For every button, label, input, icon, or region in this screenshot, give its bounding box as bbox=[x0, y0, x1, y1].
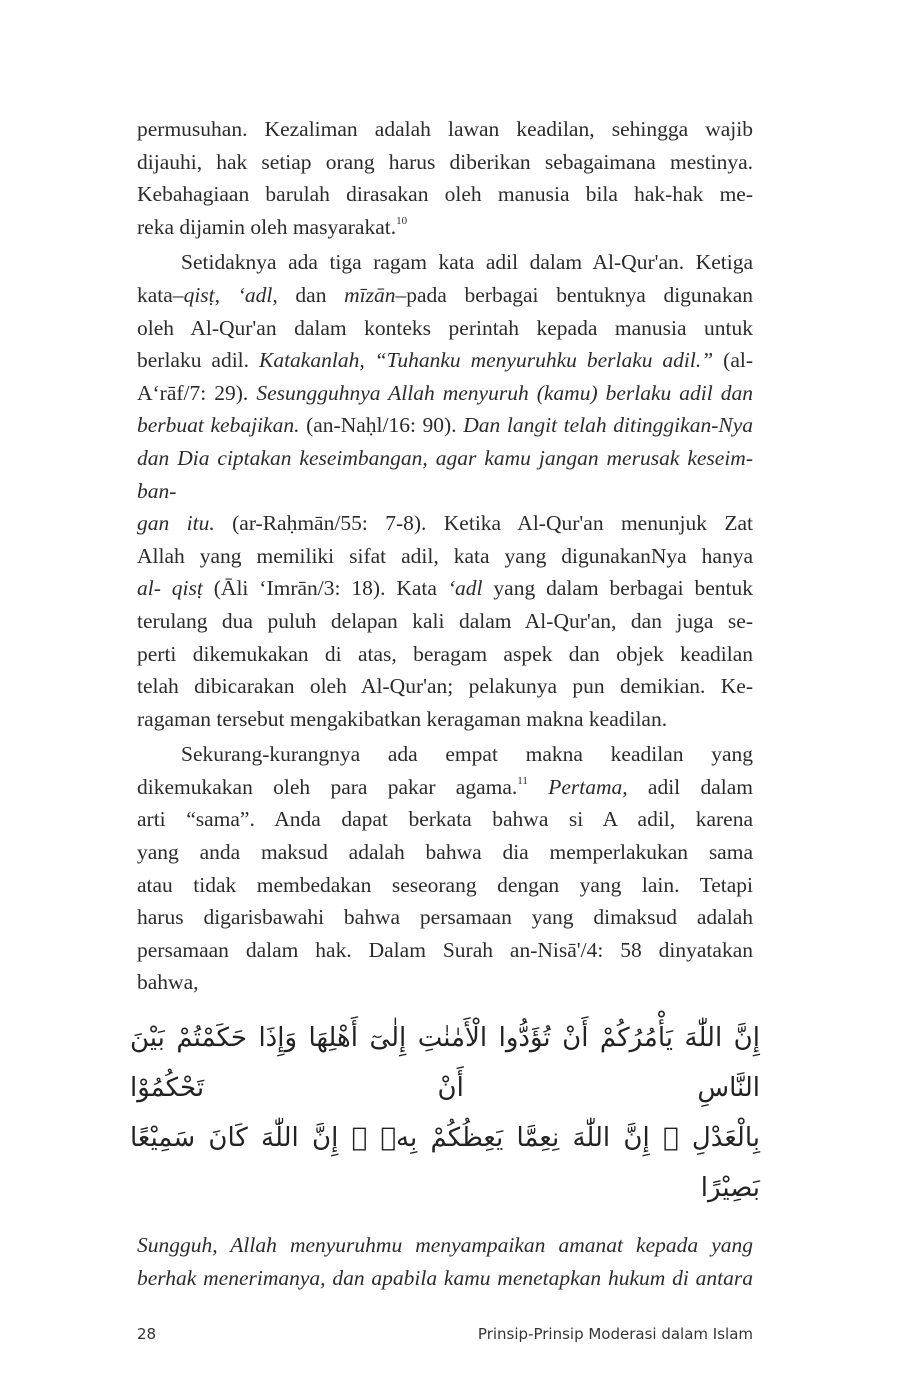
paragraph-1 bbox=[137, 113, 753, 243]
italic-text: dan Dia ciptakan keseimbangan, agar kamu jangan merusak keseim-ban- bbox=[137, 445, 753, 503]
text-line bbox=[137, 572, 753, 605]
text-segment: reka dijamin oleh masyarakat. bbox=[137, 214, 397, 239]
text-segment: Kebahagiaan barulah dirasakan oleh manusia bila hak-hak me- bbox=[137, 182, 753, 207]
footnote-ref: 10 bbox=[396, 214, 408, 227]
paragraph-2 bbox=[137, 246, 753, 735]
text-segment: bahwa, bbox=[137, 970, 199, 995]
text-segment: persamaan dalam hak. Dalam Surah an-Nisā'/4: 58 dinyatakan bbox=[137, 937, 753, 962]
italic-text: gan itu. bbox=[137, 511, 215, 536]
text-segment: A‘rāf/7: 29). bbox=[137, 380, 257, 405]
italic-text: Katakanlah, “Tuhanku menyuruhku berlaku adil.” bbox=[258, 348, 714, 373]
text-segment: yang dalam berbagai bentuk bbox=[482, 576, 753, 601]
text-segment: dijauhi, hak setiap orang harus diberikan sebagaimana mestinya. bbox=[137, 149, 753, 174]
text-line bbox=[137, 113, 753, 146]
italic-text: Dan langit telah ditinggikan-Nya bbox=[463, 413, 753, 438]
text-segment: Sekurang-kurangnya ada empat makna keadilan yang bbox=[181, 742, 753, 767]
text-segment: (al- bbox=[713, 348, 753, 373]
text-line bbox=[137, 670, 753, 703]
text-line bbox=[137, 442, 753, 507]
page-body bbox=[130, 0, 760, 1384]
text-segment: atau tidak membedakan seseorang dengan yang lain. Tetapi bbox=[137, 872, 753, 897]
italic-text: qisṭ bbox=[183, 282, 215, 307]
text-line bbox=[137, 146, 753, 179]
text-segment: adil dalam bbox=[627, 774, 753, 799]
arabic-line: إِنَّ اللّٰهَ يَأْمُرُكُمْ أَنْ تُؤَدُّوا الْأَمٰنٰتِ إِلٰىٓ أَهْلِهَا وَإِذَا حَكَمْتُمْ بَيْنَ النَّاسِ أَنْ تَحْكُمُوْا bbox=[130, 1023, 760, 1104]
text-line bbox=[137, 869, 753, 902]
italic-text: Sesungguhnya Allah menyuruh (kamu) berlaku adil dan bbox=[256, 380, 754, 405]
text-line bbox=[137, 344, 753, 377]
text-line bbox=[137, 803, 753, 836]
text-segment: (Āli ‘Imrān/3: 18). Kata bbox=[202, 576, 448, 601]
text-segment: arti “sama”. Anda dapat berkata bahwa si A adil, karena bbox=[137, 807, 753, 832]
text-line bbox=[137, 312, 753, 345]
footnote-ref: 11 bbox=[517, 774, 528, 787]
italic-text: berbuat kebajikan. bbox=[137, 413, 300, 438]
text-line bbox=[137, 377, 753, 410]
translation-line: Sungguh, Allah menyuruhmu menyampaikan amanat kepada yang bbox=[137, 1233, 753, 1258]
text-segment: ragaman tersebut mengakibatkan keragaman makna keadilan. bbox=[137, 706, 668, 731]
text-line bbox=[137, 966, 753, 999]
text-line bbox=[137, 279, 753, 312]
italic-text: Pertama, bbox=[548, 774, 628, 799]
text-segment: dikemukakan oleh para pakar agama. bbox=[137, 774, 518, 799]
italic-text: ‘adl bbox=[447, 576, 483, 601]
quran-verse-arabic bbox=[130, 1013, 760, 1213]
text-line bbox=[137, 901, 753, 934]
text-segment: Setidaknya ada tiga ragam kata adil dalam Al-Qur'an. Ketiga bbox=[181, 250, 753, 275]
text-line bbox=[137, 540, 753, 573]
italic-text: mīzān bbox=[344, 282, 396, 307]
text-segment: (an-Naḥl/16: 90). bbox=[299, 413, 464, 438]
italic-text: ‘adl bbox=[237, 282, 273, 307]
text-segment: telah dibicarakan oleh Al-Qur'an; pelakunya pun demikian. Ke- bbox=[137, 674, 753, 699]
running-footer-title: Prinsip-Prinsip Moderasi dalam Islam bbox=[477, 1325, 753, 1344]
verse-translation bbox=[137, 1229, 753, 1294]
text-segment: , dan bbox=[272, 282, 345, 307]
text-line bbox=[137, 409, 753, 442]
text-segment: –pada berbagai bentuknya digunakan bbox=[395, 282, 754, 307]
translation-line: berhak menerimanya, dan apabila kamu menetapkan hukum di antara bbox=[137, 1265, 753, 1290]
text-segment: harus digarisbawahi bahwa persamaan yang dimaksud adalah bbox=[137, 905, 753, 930]
page-footer bbox=[137, 1324, 753, 1344]
text-segment: yang anda maksud adalah bahwa dia memperlakukan sama bbox=[137, 840, 753, 865]
arabic-line: بِالْعَدْلِ ۗ إِنَّ اللّٰهَ نِعِمَّا يَعِظُكُمْ بِهٖ ۗ إِنَّ اللّٰهَ كَانَ سَمِيْعًا بَصِيْرًا bbox=[130, 1123, 760, 1204]
text-line bbox=[137, 507, 753, 540]
text-segment: permusuhan. Kezaliman adalah lawan keadilan, sehingga wajib bbox=[137, 117, 753, 141]
text-segment: Allah yang memiliki sifat adil, kata yang digunakanNya hanya bbox=[137, 543, 753, 568]
text-line bbox=[137, 836, 753, 869]
text-line bbox=[137, 605, 753, 638]
text-segment: , bbox=[214, 282, 238, 307]
page-number: 28 bbox=[137, 1325, 157, 1344]
text-line bbox=[137, 178, 753, 211]
text-line bbox=[137, 771, 753, 804]
text-segment: berlaku adil. bbox=[137, 348, 259, 373]
text-line bbox=[137, 738, 753, 771]
text-line bbox=[137, 246, 753, 279]
paragraph-3 bbox=[137, 738, 753, 999]
text-segment: kata– bbox=[137, 282, 184, 307]
text-line bbox=[137, 934, 753, 967]
text-segment: oleh Al-Qur'an dalam konteks perintah kepada manusia untuk bbox=[137, 315, 753, 340]
text-line bbox=[137, 703, 753, 736]
italic-text: al- qisṭ bbox=[137, 576, 203, 601]
text-segment: perti dikemukakan di atas, beragam aspek dan objek keadilan bbox=[137, 641, 753, 666]
text-segment: (ar-Raḥmān/55: 7-8). Ketika Al-Qur'an menunjuk Zat bbox=[214, 511, 753, 536]
text-segment bbox=[528, 775, 548, 799]
text-segment: terulang dua puluh delapan kali dalam Al-Qur'an, dan juga se- bbox=[137, 608, 753, 633]
text-line bbox=[137, 638, 753, 671]
text-line bbox=[137, 211, 753, 244]
